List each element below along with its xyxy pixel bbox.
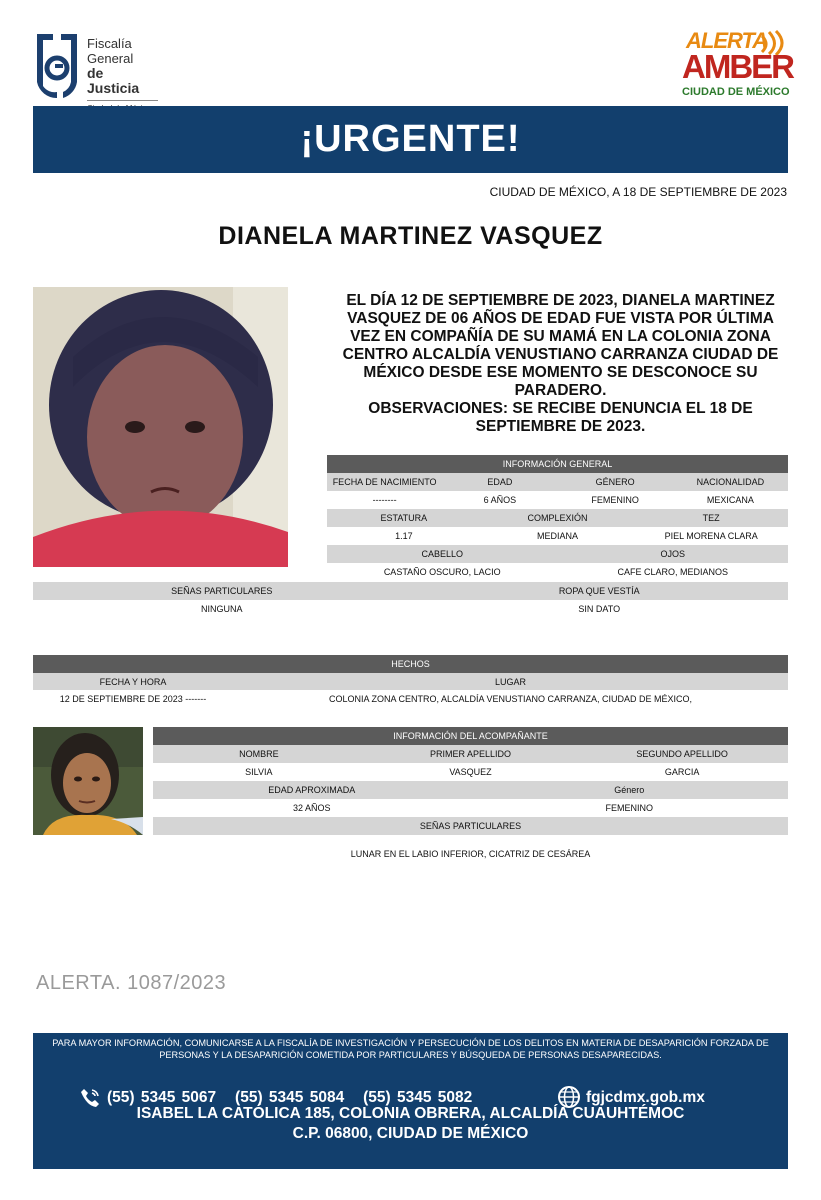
amber-logo-line-3: CIUDAD DE MÉXICO (682, 86, 790, 98)
label-companion-age: EDAD APROXIMADA (268, 785, 356, 795)
companion-photo (33, 727, 143, 835)
label-distinguishing-marks: SEÑAS PARTICULARES (171, 586, 273, 596)
fgj-emblem-icon (33, 30, 81, 98)
label-build: COMPLEXIÓN (527, 513, 588, 523)
value-build: MEDIANA (537, 531, 579, 541)
value-companion-age: 32 AÑOS (292, 803, 331, 813)
value-date-time: 12 DE SEPTIEMBRE DE 2023 ------- (59, 693, 207, 704)
label-companion-first-surname: PRIMER APELLIDO (429, 749, 512, 759)
description-block (333, 292, 788, 436)
alerta-amber-logo (680, 26, 793, 102)
value-distinguishing-marks: NINGUNA (200, 604, 243, 614)
label-place: LUGAR (494, 676, 526, 687)
general-info-values-2 (327, 527, 788, 545)
description-text: EL DÍA 12 DE SEPTIEMBRE DE 2023, DIANELA MARTINEZ VASQUEZ DE 06 AÑOS DE EDAD FUE VISTA POR ÚLTIMA VEZ EN COMPAÑÍA DE SU MAMÁ EN LA COLONIA ZONA CENTRO ALCALDÍA VENUSTIANO CARRANZA CIUDAD DE MÉXICO DESDE ESE MOMENTO SE DESCONOCE SU PARADERO. (342, 292, 779, 399)
value-height: 1.17 (395, 531, 413, 541)
value-hair: CASTAÑO OSCURO, LACIO (383, 567, 501, 577)
missing-person-photo (33, 287, 288, 567)
general-info-labels-4 (33, 582, 788, 600)
label-clothing: ROPA QUE VESTÍA (558, 586, 640, 596)
general-info-values-4 (33, 600, 788, 618)
companion-marks-value-row (153, 845, 788, 863)
general-info-values-3 (327, 563, 788, 581)
general-info-header (327, 455, 788, 473)
companion-title: INFORMACIÓN DEL ACOMPAÑANTE (393, 731, 548, 741)
label-hair: CABELLO (421, 549, 464, 559)
phone-numbers[interactable]: (55) 5345 5067 (55) 5345 5084 (55) 5345 5082 (107, 1089, 473, 1106)
logo-line-1: Fiscalía (87, 36, 132, 51)
value-companion-gender: FEMENINO (605, 803, 653, 813)
dateline: CIUDAD DE MÉXICO, A 18 DE SEPTIEMBRE DE 2023 (489, 185, 787, 199)
missing-person-name: DIANELA MARTINEZ VASQUEZ (218, 222, 603, 250)
facts-header (33, 655, 788, 673)
label-companion-name: NOMBRE (239, 749, 279, 759)
fgj-logo (33, 30, 158, 102)
value-eyes: CAFE CLARO, MEDIANOS (617, 567, 729, 577)
value-age: 6 AÑOS (483, 495, 517, 505)
general-info-values-1 (327, 491, 788, 509)
address-line-1: ISABEL LA CATÓLICA 185, COLONIA OBRERA, ALCALDÍA CUAUHTÉMOC (136, 1105, 685, 1122)
label-date-time: FECHA Y HORA (99, 676, 167, 687)
footer-note: PARA MAYOR INFORMACIÓN, COMUNICARSE A LA FISCALÍA DE INVESTIGACIÓN Y PERSECUCIÓN DE LOS DELITOS EN MATERIA DE DESAPARICIÓN FORZADA DE PERSONAS Y LA DESAPARICIÓN COMETIDA POR PARTICULARES Y BÚSQUEDA DE PERSONAS DESAPARECIDAS. (52, 1038, 769, 1060)
label-companion-gender: Género (614, 785, 645, 795)
amber-logo-line-1: ALERTA (686, 28, 768, 53)
general-info-labels-1 (327, 473, 788, 491)
value-companion-marks: LUNAR EN EL LABIO INFERIOR, CICATRIZ DE CESÁREA (350, 849, 591, 859)
label-complexion: TEZ (702, 513, 720, 523)
companion-header (153, 727, 788, 745)
label-age: EDAD (487, 477, 513, 487)
logo-line-3: de Justicia (87, 65, 140, 96)
label-gender: GÉNERO (595, 477, 635, 487)
value-birthdate: -------- (372, 495, 397, 505)
amber-logo-line-2: AMBER (682, 48, 793, 85)
value-companion-first-surname: VASQUEZ (449, 767, 492, 777)
facts-title: HECHOS (391, 659, 430, 669)
general-info-title: INFORMACIÓN GENERAL (502, 459, 613, 469)
label-nationality: NACIONALIDAD (696, 477, 765, 487)
companion-values-1 (153, 763, 788, 781)
value-gender: FEMENINO (591, 495, 639, 505)
value-complexion: PIEL MORENA CLARA (664, 531, 758, 541)
label-birthdate: FECHA DE NACIMIENTO (332, 477, 437, 487)
companion-labels-2 (153, 781, 788, 799)
urgent-banner: ¡URGENTE! (33, 106, 788, 173)
value-nationality: MEXICANA (706, 495, 754, 505)
footer (33, 1033, 788, 1169)
label-companion-marks: SEÑAS PARTICULARES (419, 821, 522, 831)
facts-values (33, 690, 788, 707)
label-height: ESTATURA (380, 513, 428, 523)
label-companion-second-surname: SEGUNDO APELLIDO (636, 749, 728, 759)
facts-labels (33, 673, 788, 690)
value-companion-name: SILVIA (245, 767, 273, 777)
general-info-labels-3 (327, 545, 788, 563)
companion-marks-label-row (153, 817, 788, 835)
value-companion-second-surname: GARCIA (664, 767, 700, 777)
label-eyes: OJOS (660, 549, 685, 559)
observations-text: OBSERVACIONES: SE RECIBE DENUNCIA EL 18 DE SEPTIEMBRE DE 2023. (368, 400, 753, 435)
companion-values-2 (153, 799, 788, 817)
companion-labels-1 (153, 745, 788, 763)
general-info-labels-2 (327, 509, 788, 527)
alert-number: ALERTA. 1087/2023 (36, 972, 227, 994)
website-link[interactable]: fgjcdmx.gob.mx (586, 1089, 705, 1106)
value-clothing: SIN DATO (578, 604, 621, 614)
value-place: COLONIA ZONA CENTRO, ALCALDÍA VENUSTIANO CARRANZA, CIUDAD DE MÉXICO, (328, 693, 693, 704)
logo-line-2: General (87, 51, 134, 66)
address-line-2: C.P. 06800, CIUDAD DE MÉXICO (292, 1125, 529, 1142)
